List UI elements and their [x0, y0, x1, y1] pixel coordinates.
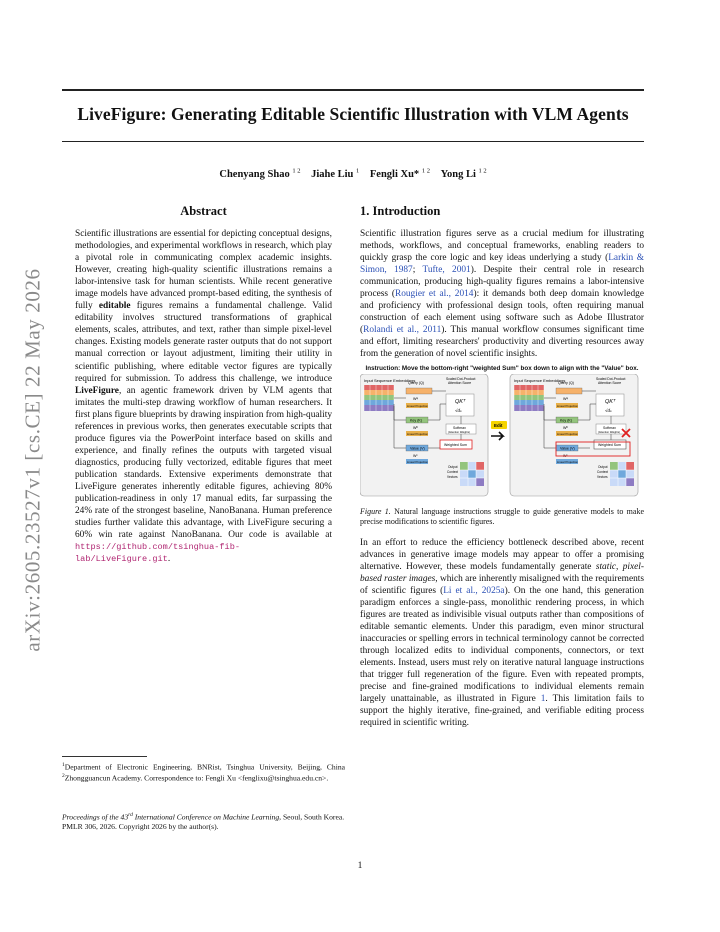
svg-text:Key (K): Key (K) [560, 418, 572, 423]
svg-text:Context: Context [447, 469, 458, 474]
author: Jiahe Liu $^1$ [311, 167, 360, 180]
svg-text:Key (K): Key (K) [410, 418, 422, 423]
svg-text:Output: Output [448, 464, 458, 469]
svg-text:Linear Projection: Linear Projection [407, 403, 428, 408]
svg-text:QKᵀ: QKᵀ [605, 398, 616, 405]
svg-text:Wᵠ: Wᵠ [563, 396, 568, 401]
figure-ref-link[interactable]: 1 [540, 694, 546, 705]
figure-1 [360, 365, 644, 527]
svg-text:(Attention Weights): (Attention Weights) [448, 430, 471, 434]
citation-link[interactable]: Rolandi et al., 2011 [363, 325, 442, 336]
figure-1-diagram [360, 374, 644, 498]
svg-text:Input Sequence Embeddings: Input Sequence Embeddings [514, 377, 566, 383]
svg-text:Linear Projection: Linear Projection [407, 431, 428, 436]
svg-text:Wᵛ: Wᵛ [413, 453, 418, 458]
svg-text:Linear Projection: Linear Projection [557, 403, 578, 408]
abstract-heading: Abstract [180, 204, 227, 218]
title-bottom-rule [62, 141, 644, 142]
abstract-text: Scientific illustrations are essential for depicting conceptual designs, methodologies, and experimental workflows in research, which play a pivotal role in communicating complex academic insights. However, creating high-quality scientific illustrations remains a labor-intensive task for human scientists. While recent generative image models have advanced prompt-based editing, the synthesis of fully editable figures remains a fundamental challenge. Valid editability involves structured transformations of graphical elements, scales, attributes, and text, rather than simple pixel-level changes. Existing models generate raster outputs that do not support manual correction or layout adjustment, limiting their utility in scientific publishing, where editable vector figures are typically required for submission. To address this challenge, we introduce LiveFigure, an agentic framework driven by VLM agents that imitates the multi-step drawing workflow of human researchers. It first plans figure blueprints by drawing inspiration from high-quality references in previous works, then generates executable scripts that produce figures via the PowerPoint interface based on skills and experience, and finally refines the outputs with targeted visual diagnostics, producing fully vectorized, editable figures that meet publication standards. Extensive experiments demonstrate that LiveFigure generates inherently editable figures, achieving 80% publication-readiness in only 17 manual edits, far surpassing the 24% rate of the strongest baseline, NanoBanana. Human preference studies further validate this advantage, with LiveFigure securing a 60% win rate against NanoBanana. Our code is available at https://github.com/tsinghua-fib-lab/LiveFigure.git. [75, 229, 333, 565]
label-input-sequence: Input Sequence Embeddings [364, 377, 416, 383]
left-column [62, 204, 345, 565]
page-number: 1 [357, 861, 363, 871]
citation-link[interactable]: Li et al., 2025a [443, 585, 505, 596]
author: Chenyang Shao $^{1 2}$ [219, 167, 301, 180]
paper-title: LiveFigure: Generating Editable Scientific Illustration with VLM Agents [77, 104, 629, 124]
svg-text:Softmax: Softmax [603, 425, 616, 430]
svg-text:Wᴷ: Wᴷ [563, 425, 568, 430]
svg-text:√dₖ: √dₖ [455, 407, 462, 413]
arxiv-stamp: arXiv:2605.23527v1 [cs.CE] 22 May 2026 [20, 268, 45, 652]
figure-instruction: Instruction: Move the bottom-right "weighted Sum" box down to align with the "Value" box. [365, 364, 639, 372]
introduction-heading: 1. Introduction [360, 204, 441, 218]
svg-text:Attention Score: Attention Score [598, 380, 622, 385]
top-rule [62, 89, 644, 91]
svg-text:Scaled Dot-Product: Scaled Dot-Product [596, 376, 626, 381]
citation-link[interactable]: Tufte, 2001 [422, 265, 471, 276]
intro-paragraph-1: Scientific illustration figures serve as a crucial medium for illustrating methods, workflows, and conceptual frameworks, enabling readers to quickly grasp the core logic and key ideas underlying a study (Larkin & Simon, 1987; Tufte, 2001). Despite their central role in research communication, producing high-quality figures remains a labor-intensive process (Rougier et al., 2014): it demands both deep domain knowledge and proficiency with professional design tools, often requiring manual construction of each element using software such as Adobe Illustrator (Rolandi et al., 2011). This manual workflow consumes significant time and effort, limiting researchers' productivity and diverting resources away from the generation of novel scientific insights. [360, 229, 645, 360]
edit-arrow [491, 432, 503, 440]
right-column [360, 204, 644, 729]
author: Fengli Xu* $^{1 2}$ [369, 167, 430, 180]
svg-text:Wᵛ: Wᵛ [563, 453, 568, 458]
svg-text:√dₖ: √dₖ [605, 407, 612, 413]
figure-1-caption: Figure 1. Natural language instructions struggle to guide generative models to make precise modifications to scientific figures. [360, 506, 644, 526]
svg-text:(Attention Weights): (Attention Weights) [598, 430, 621, 434]
footnote-rule [62, 756, 147, 757]
svg-text:Softmax: Softmax [453, 425, 466, 430]
author: Yong Li $^{1 2}$ [440, 167, 487, 180]
code-link[interactable]: https://github.com/tsinghua-fib-lab/LiveFigure.git [75, 542, 241, 565]
svg-text:Value (V): Value (V) [410, 446, 425, 451]
svg-text:Linear Projection: Linear Projection [407, 459, 428, 464]
svg-text:Scaled Dot-Product: Scaled Dot-Product [446, 376, 476, 381]
svg-text:Output: Output [598, 464, 608, 469]
citation-link[interactable]: Rougier et al., 2014 [394, 289, 474, 300]
intro-paragraph-2: In an effort to reduce the efficiency bottleneck described above, recent advances in generative image models may appear to offer a promising alternative. However, these models fundamentally generate static, pixel-based raster images, which are inherently misaligned with the requirements of scientific figures (Li et al., 2025a). On the one hand, this generation paradigm enforces a single-pass, monolithic rendering process, in which figures are treated as indivisible visual outputs rather than compositions of editable semantic elements. Under this paradigm, even minor structural inaccuracies or spelling errors in technical terminology cannot be corrected through localized edits to individual components, connectors, or text elements. Instead, users must rely on iterative natural language instructions that trigger full regeneration of the figure. Even with repeated prompts, precise and fine-grained modifications to individual elements remain largely unattainable, as illustrated in Figure 1. This limitation fails to support the highly iterative, fine-grained, and verifiable editing process required in scientific writing. [360, 537, 644, 729]
svg-text:Edit: Edit [494, 422, 503, 428]
svg-text:Vectors: Vectors [597, 474, 608, 479]
svg-text:Context: Context [597, 469, 608, 474]
svg-text:Vectors: Vectors [447, 474, 458, 479]
svg-text:Wᵠ: Wᵠ [413, 396, 418, 401]
affiliation-footnote: $^1$Department of Electronic Engineering, BNRist, Tsinghua University, Beijing, China $^2$Zhongguancun Academy. Correspondence to: Fengli Xu <fenglixu@tsinghua.edu.cn>. [62, 762, 345, 783]
svg-text:Query (Q): Query (Q) [408, 380, 424, 385]
svg-text:Query (Q): Query (Q) [558, 380, 574, 385]
svg-text:Weighted Sum: Weighted Sum [444, 442, 467, 447]
svg-text:Value (V): Value (V) [560, 446, 575, 451]
citation-link[interactable]: Larkin & Simon, 1987 [360, 253, 644, 276]
svg-text:QKᵀ: QKᵀ [455, 398, 466, 405]
svg-text:Linear Projection: Linear Projection [557, 431, 578, 436]
svg-text:Linear Projection: Linear Projection [557, 459, 578, 464]
svg-text:Attention Score: Attention Score [448, 380, 472, 385]
author-list [62, 167, 644, 180]
svg-text:Wᴷ: Wᴷ [413, 425, 418, 430]
svg-text:Weighted Sum: Weighted Sum [598, 442, 621, 447]
proceedings-note: Proceedings of the 43rd International Conference on Machine Learning, Seoul, South Korea. PMLR 306, 2026. Copyright 2026 by the author(s). [62, 812, 345, 832]
